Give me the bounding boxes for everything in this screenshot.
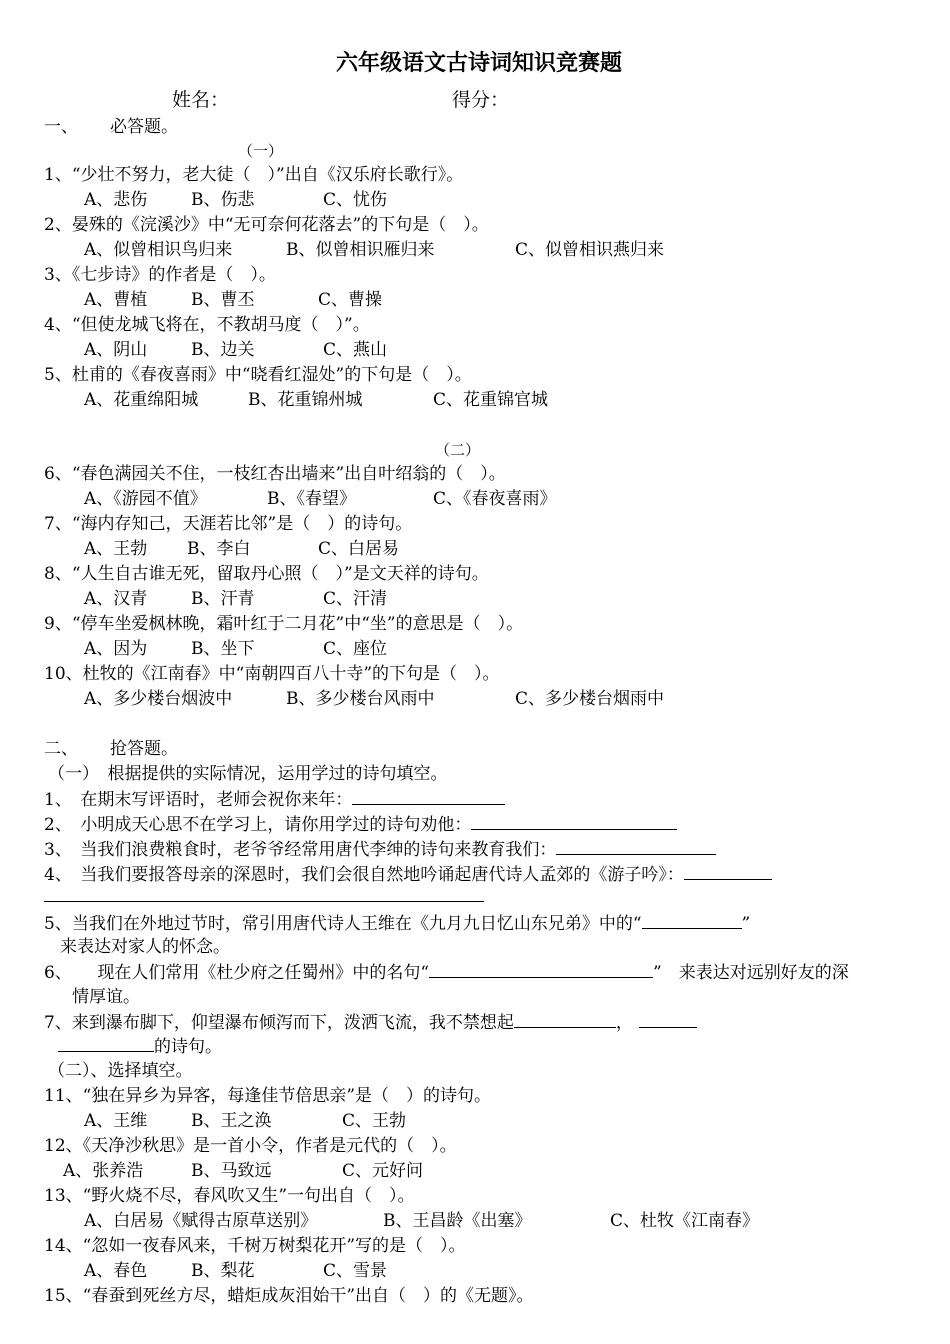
fill-question-1 [44,788,505,811]
answer-blank[interactable] [684,863,772,880]
question-5: 5、杜甫的《春夜喜雨》中“晓看红湿处”的下句是（ ）。 [44,365,472,385]
q6-option-c: C、《春夜喜雨》 [433,489,557,509]
answer-blank[interactable] [58,1035,154,1052]
q4-option-c: C、燕山 [323,340,388,360]
q14-option-b: B、梨花 [191,1261,255,1281]
fill-question-5 [44,912,750,935]
answer-blank[interactable] [471,813,677,830]
q3-option-b: B、曹丕 [191,290,255,310]
comma: ， [615,1013,633,1033]
q9-option-a: A、因为 [84,639,148,659]
fill-question-6 [44,961,849,984]
q14-option-c: C、雪景 [323,1261,388,1281]
section-2-heading: 抢答题。 [110,739,178,759]
q13-option-c: C、杜牧《江南春》 [610,1211,760,1231]
answer-blank[interactable] [556,838,716,855]
q11-option-c: C、王勃 [342,1111,407,1131]
subsection-1-2: （二） [435,441,481,459]
q9-option-c: C、座位 [323,639,388,659]
q5-option-c: C、花重锦官城 [433,390,549,410]
q2-option-c: C、似曾相识燕归来 [515,240,665,260]
fill-question-7-continued [58,1035,222,1058]
answer-blank[interactable] [429,961,653,978]
question-14: 14、“忽如一夜春风来，千树万树梨花开”写的是（ ）。 [44,1236,466,1256]
q2-option-a: A、似曾相识鸟归来 [84,240,233,260]
subsection-2-2: （二）、选择填空。 [48,1061,193,1081]
q13-option-a: A、白居易《赋得古原草送别》 [84,1211,318,1231]
question-11: 11、“独在异乡为异客，每逢佳节倍思亲”是（ ）的诗句。 [44,1086,492,1106]
q4-option-a: A、阴山 [84,340,148,360]
q5-option-b: B、花重锦州城 [248,390,363,410]
subsection-2-1: （一） 根据提供的实际情况，运用学过的诗句填空。 [48,764,448,784]
question-1: 1、“少壮不努力，老大徒（ ）”出自《汉乐府长歌行》。 [44,165,464,185]
section-2-number: 二、 [44,739,78,759]
quote-close: ” [741,914,751,934]
fill-question-4-continued [44,885,484,908]
page-title: 六年级语文古诗词知识竞赛题 [335,50,622,76]
q1-option-a: A、悲伤 [84,190,148,210]
q10-option-a: A、多少楼台烟波中 [84,689,233,709]
q10-option-c: C、多少楼台烟雨中 [515,689,665,709]
question-7: 7、“海内存知己，天涯若比邻”是（ ）的诗句。 [44,514,413,534]
answer-blank[interactable] [642,912,742,929]
question-3: 3、《七步诗》的作者是（ ）。 [44,265,276,285]
q1-option-b: B、伤悲 [191,190,255,210]
question-4: 4、“但使龙城飞将在，不教胡马度（ ）”。 [44,315,370,335]
fill-question-5-continued: 来表达对家人的怀念。 [60,937,230,957]
answer-blank[interactable] [352,788,505,805]
subsection-1-1: （一） [238,142,284,160]
score-label: 得分： [452,89,510,111]
question-2: 2、晏殊的《浣溪沙》中“无可奈何花落去”的下句是（ ）。 [44,215,489,235]
q11-option-b: B、王之涣 [191,1111,272,1131]
question-9: 9、“停车坐爱枫林晚，霜叶红于二月花”中“坐”的意思是（ ）。 [44,614,524,634]
q11-option-a: A、王维 [84,1111,148,1131]
q4-option-b: B、边关 [191,340,255,360]
q7-option-b: B、李白 [187,539,251,559]
question-12: 12、《天净沙秋思》是一首小令，作者是元代的（ ）。 [44,1136,457,1156]
question-10: 10、杜牧的《江南春》中“南朝四百八十寺”的下句是（ ）。 [44,664,500,684]
fill-question-3-text: 3、 当我们浪费粮食时，老爷爷经常用唐代李绅的诗句来教育我们： [44,840,557,860]
fill-question-1-text: 1、 在期末写评语时，老师会祝你来年： [44,790,353,810]
q3-option-c: C、曹操 [318,290,383,310]
q12-option-c: C、元好问 [342,1161,424,1181]
answer-blank[interactable] [44,885,484,902]
q13-option-b: B、王昌龄《出塞》 [383,1211,532,1231]
q12-option-b: B、马致远 [191,1161,272,1181]
q6-option-a: A、《游园不值》 [84,489,207,509]
fill-question-6-continued: 情厚谊。 [72,987,140,1007]
q12-option-a: A、张养浩 [63,1161,144,1181]
fill-question-7-text-end: 的诗句。 [154,1037,222,1057]
question-13: 13、“野火烧不尽，春风吹又生”一句出自（ ）。 [44,1186,415,1206]
q1-option-c: C、忧伤 [323,190,388,210]
fill-question-4 [44,863,772,886]
q2-option-b: B、似曾相识雁归来 [286,240,435,260]
answer-blank[interactable] [514,1011,616,1028]
q7-option-a: A、王勃 [84,539,148,559]
fill-question-6-text: 6、 现在人们常用《杜少府之任蜀州》中的名句“ [44,963,430,983]
q10-option-b: B、多少楼台风雨中 [286,689,435,709]
fill-question-2 [44,813,677,836]
fill-question-7-text: 7、来到瀑布脚下，仰望瀑布倾泻而下，泼洒飞流，我不禁想起 [44,1013,514,1033]
section-1-number: 一、 [44,117,78,137]
q14-option-a: A、春色 [84,1261,148,1281]
q3-option-a: A、曹植 [84,290,148,310]
name-label: 姓名： [172,89,230,111]
fill-question-7 [44,1011,697,1034]
question-15: 15、“春蚕到死丝方尽，蜡炬成灰泪始干”出自（ ）的《无题》。 [44,1286,534,1306]
fill-question-4-text: 4、 当我们要报答母亲的深恩时，我们会很自然地吟诵起唐代诗人孟郊的《游子吟》： [44,865,684,885]
q8-option-a: A、汉青 [84,589,148,609]
section-1-heading: 必答题。 [110,117,178,137]
question-8: 8、“人生自古谁无死，留取丹心照（ ）”是文天祥的诗句。 [44,564,489,584]
q5-option-a: A、花重绵阳城 [84,390,199,410]
fill-question-2-text: 2、 小明成天心思不在学习上，请你用学过的诗句劝他： [44,815,472,835]
q7-option-c: C、白居易 [318,539,400,559]
fill-question-3 [44,838,716,861]
q8-option-b: B、汗青 [191,589,255,609]
question-6: 6、“春色满园关不住，一枝红杏出墙来”出自叶绍翁的（ ）。 [44,464,506,484]
fill-question-5-text: 5、当我们在外地过节时，常引用唐代诗人王维在《九月九日忆山东兄弟》中的“ [44,914,642,934]
q9-option-b: B、坐下 [191,639,255,659]
q8-option-c: C、汗清 [323,589,388,609]
q6-option-b: B、《春望》 [267,489,356,509]
answer-blank[interactable] [639,1011,697,1028]
fill-question-6-text-end: ” 来表达对远别好友的深 [653,963,849,983]
